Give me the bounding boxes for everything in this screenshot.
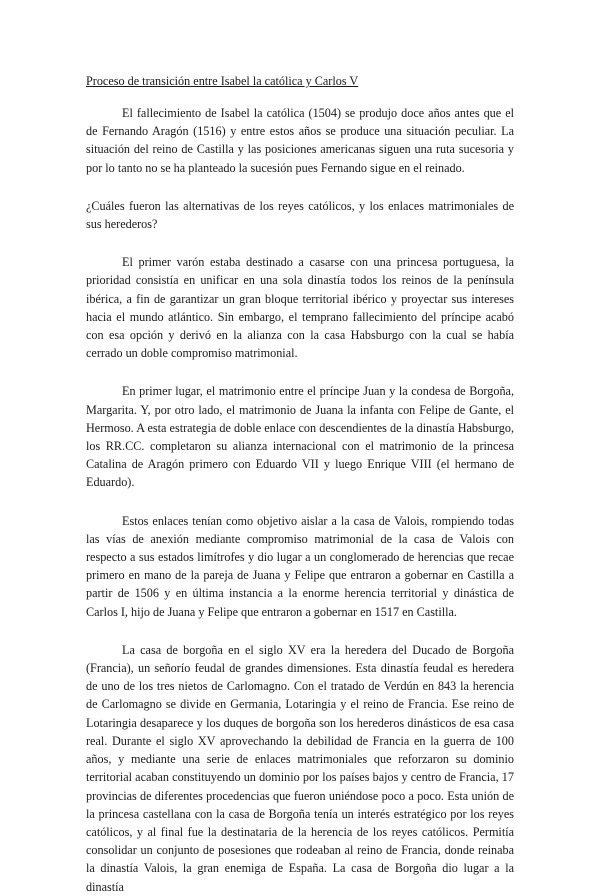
paragraph-intro: El fallecimiento de Isabel la católica (1504) se produjo doce años antes que el de Fernando Aragón (1516) y entre estos años se produce una situación peculiar. La situación del reino de Castilla y las posiciones americanas siguen una ruta sucesoria y por lo tanto no se ha planteado la sucesión pues Fernando sigue en el reinado. (86, 106, 514, 175)
document-title: Proceso de transición entre Isabel la católica y Carlos V (86, 74, 359, 88)
paragraph-question: ¿Cuáles fueron las alternativas de los reyes católicos, y los enlaces matrimoniales de sus herederos? (86, 198, 514, 232)
paragraph-first-heir: El primer varón estaba destinado a casarse con una princesa portuguesa, la prioridad consistía en unificar en una sola dinastía todos los reinos de la península ibérica, a fin de garantizar un gran bloque territorial ibérico y proyectar sus intereses hacia el mundo atlántico. Sin embargo, el temprano fallecimiento del príncipe acabó con esa opción y derivó en la alianza con la casa Habsburgo con la cual se había cerrado un doble compromiso matrimonial. (86, 255, 514, 361)
paragraph-valois: Estos enlaces tenían como objetivo aislar a la casa de Valois, rompiendo todas las vías de anexión mediante compromiso matrimonial de la casa de Valois con respecto a sus estados limítrofes y dio lugar a un conglomerado de herencias que recae primero en mano de la pareja de Juana y Felipe que entraron a gobernar en Castilla a partir de 1506 y en última instancia a la enorme herencia territorial y dinástica de Carlos I, hijo de Juana y Felipe que entraron a gobernar en 1517 en Castilla. (86, 513, 514, 619)
paragraph-burgundy: La casa de borgoña en el siglo XV era la heredera del Ducado de Borgoña (Francia), un señorío feudal de grandes dimensiones. Esta dinastía feudal es heredera de uno de los tres nietos de Carlomagno. Con el tratado de Verdún en 843 la herencia de Carlomagno se divide en Germania, Lotaringia y el reino de Francia. Ese reino de Lotaringia desaparece y los duques de borgoña son los herederos dinásticos de esa casa real. Durante el siglo XV aprovechando la debilidad de Francia en la guerra de 100 años, y mediante una serie de enlaces matrimoniales que reforzaron su dominio territorial acaban constituyendo un dominio por los países bajos y centro de Francia, 17 provincias de diferentes procedencias que fueron uniéndose poco a poco. Esta unión de la princesa castellana con la casa de Borgoña tenía un interés estratégico por los reyes católicos, y al final fue la destinataria de la herencia de los reyes católicos. Permitía consolidar un conjunto de posesiones que rodeaban al reino de Francia, donde reinaba la dinastía Valois, la gran enemiga de España. La casa de Borgoña dio lugar a la dinastía (86, 642, 514, 894)
paragraph-double-marriage: En primer lugar, el matrimonio entre el príncipe Juan y la condesa de Borgoña, Margarita. Y, por otro lado, el matrimonio de Juana la infanta con Felipe de Gante, el Hermoso. A esta estrategia de doble enlace con descendientes de la dinastía Habsburgo, los RR.CC. completaron su alianza internacional con el matrimonio de la princesa Catalina de Aragón primero con Eduardo VII y luego Enrique VIII (el hermano de Eduardo). (86, 384, 514, 490)
